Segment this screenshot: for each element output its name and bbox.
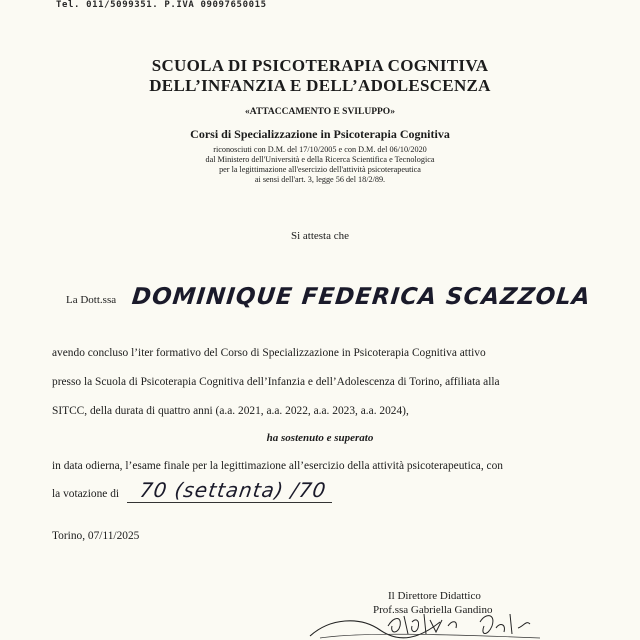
course-title: Corsi di Specializzazione in Psicoterapia Cognitiva: [190, 127, 450, 141]
voto-underline: [127, 502, 332, 503]
handwritten-signature: [300, 608, 630, 640]
body-paragraph-line: presso la Scuola di Psicoterapia Cognitiva dell’Infanzia e dell’Adolescenza di Torino, affiliata alla: [52, 376, 500, 388]
voto-label: la votazione di: [52, 488, 120, 500]
body-paragraph-line: avendo concluso l’iter formativo del Corso di Specializzazione in Psicoterapia Cognitiva attivo: [52, 347, 486, 359]
school-name-line1: SCUOLA DI PSICOTERAPIA COGNITIVA: [151, 56, 489, 75]
voto-value: 70 (settanta) /70: [138, 478, 329, 502]
body-paragraph-line: SITCC, della durata di quattro anni (a.a. 2021, a.a. 2022, a.a. 2023, a.a. 2024),: [52, 405, 409, 417]
exam-line: in data odierna, l’esame finale per la legittimazione all’esercizio della attività psicoterapeutica, con: [52, 460, 503, 472]
contact-header: Tel. 011/5099351. P.IVA 09097650015: [56, 0, 267, 10]
recognition-line: per la legittimazione all'esercizio dell'attività psicoterapeutica: [219, 165, 421, 174]
recipient-name: DOMINIQUE FEDERICA SCAZZOLA: [130, 284, 593, 310]
signer-title: Il Direttore Didattico: [388, 590, 481, 602]
school-motto: «ATTACCAMENTO E SVILUPPO»: [245, 107, 395, 117]
recognition-line: riconosciuti con D.M. del 17/10/2005 e con D.M. del 06/10/2020: [213, 145, 427, 154]
attesta-text: Si attesta che: [290, 230, 350, 242]
recognition-line: dal Ministero dell'Università e della Ricerca Scientifica e Tecnologica: [205, 155, 435, 164]
signer-name: Prof.ssa Gabriella Gandino: [373, 604, 493, 616]
school-name-line2: DELL’INFANZIA E DELL’ADOLESCENZA: [149, 76, 491, 95]
dott-label: La Dott.ssa: [66, 294, 117, 306]
superato-text: ha sostenuto e superato: [266, 432, 374, 444]
recognition-line: ai sensi dell'art. 3, legge 56 del 18/2/89.: [254, 175, 386, 184]
place-date: Torino, 07/11/2025: [52, 530, 140, 542]
